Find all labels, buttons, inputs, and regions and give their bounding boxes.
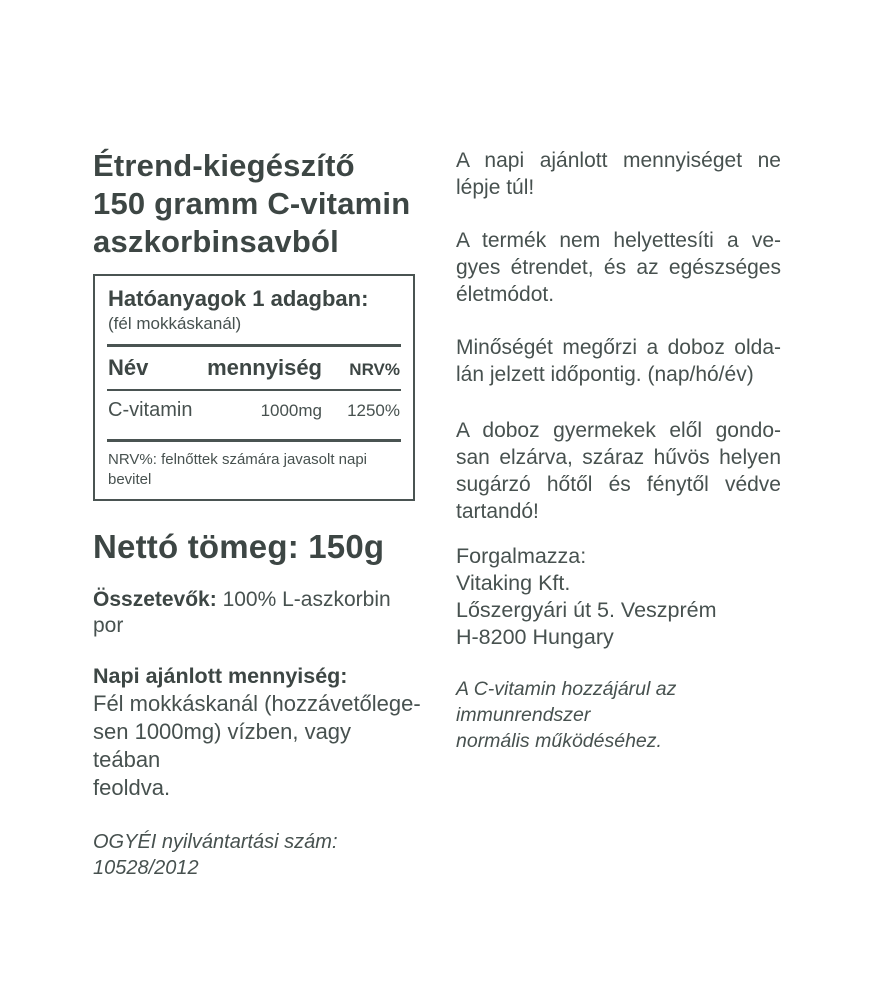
- text-line: lépje túl!: [456, 176, 535, 199]
- text-line: lán jelzett időpontig. (nap/hó/év): [456, 363, 754, 386]
- storage-paragraph-1: [456, 334, 781, 388]
- text-line: aszkorbinsavból: [93, 224, 339, 259]
- table-header-row: [108, 347, 400, 389]
- product-title: [93, 147, 423, 261]
- text-line: san elzárva, száraz hűvös helyen: [456, 446, 781, 469]
- table-row: [108, 391, 400, 430]
- text-line: H-8200 Hungary: [456, 625, 614, 649]
- nutrient-nrv: 1250%: [347, 401, 400, 420]
- text-line: sen 1000mg) vízben, vagy teában: [93, 719, 352, 772]
- facts-footnote: NRV%: felnőttek számára javasolt napi bevitel: [108, 451, 368, 488]
- nutrient-name: C-vitamin: [108, 399, 193, 421]
- health-claim: [456, 676, 781, 754]
- registration-number: OGYÉI nyilvántartási szám: 10528/2012: [93, 831, 338, 879]
- ingredients-label: Összetevők:: [93, 588, 217, 611]
- ingredients-value: 100% L-aszkorbin por: [93, 588, 391, 637]
- daily-dose-heading: Napi ajánlott mennyiség:: [93, 664, 348, 688]
- column-header-name: Név: [108, 355, 149, 380]
- text-line: gyes étrendet, és az egészséges: [456, 256, 781, 279]
- text-line: Lőszergyári út 5. Veszprém: [456, 598, 717, 622]
- text-line: tartandó!: [456, 500, 539, 523]
- text-line: normális működéséhez.: [456, 730, 662, 752]
- column-header-amount: mennyiség: [207, 355, 322, 380]
- facts-heading: Hatóanyagok 1 adagban:: [108, 286, 369, 311]
- text-line: A termék nem helyettesíti a ve-: [456, 229, 781, 252]
- nutrient-amount: 1000mg: [260, 401, 322, 420]
- distributor-block: [456, 543, 781, 651]
- text-line: életmódot.: [456, 283, 555, 306]
- text-line: Forgalmazza:: [456, 544, 587, 568]
- net-weight: Nettó tömeg: 150g: [93, 528, 385, 565]
- text-line: Étrend-kiegészítő: [93, 148, 355, 183]
- facts-subheading: (fél mokkáskanál): [108, 314, 242, 333]
- text-line: Vitaking Kft.: [456, 571, 571, 595]
- text-line: feoldva.: [93, 775, 171, 800]
- ingredients-line: [93, 587, 423, 639]
- text-line: 150 gramm C-vitamin: [93, 186, 411, 221]
- text-line: Minőségét megőrzi a doboz olda-: [456, 336, 781, 359]
- supplement-facts-table: [93, 274, 415, 501]
- column-header-nrv: NRV%: [349, 360, 400, 379]
- text-line: Fél mokkáskanál (hozzávetőlege-: [93, 691, 421, 716]
- text-line: A doboz gyermekek elől gondo-: [456, 419, 781, 442]
- warning-paragraph-2: [456, 227, 781, 308]
- storage-paragraph-2: [456, 417, 781, 525]
- warning-paragraph-1: [456, 147, 781, 201]
- text-line: sugárzó hőtől és fénytől védve: [456, 473, 781, 496]
- left-column: [93, 147, 423, 1000]
- right-column: [456, 147, 781, 1000]
- text-line: A napi ajánlott mennyiséget ne: [456, 149, 781, 172]
- text-line: A C-vitamin hozzájárul az immunrendszer: [456, 678, 677, 726]
- daily-dose-body: [93, 690, 423, 802]
